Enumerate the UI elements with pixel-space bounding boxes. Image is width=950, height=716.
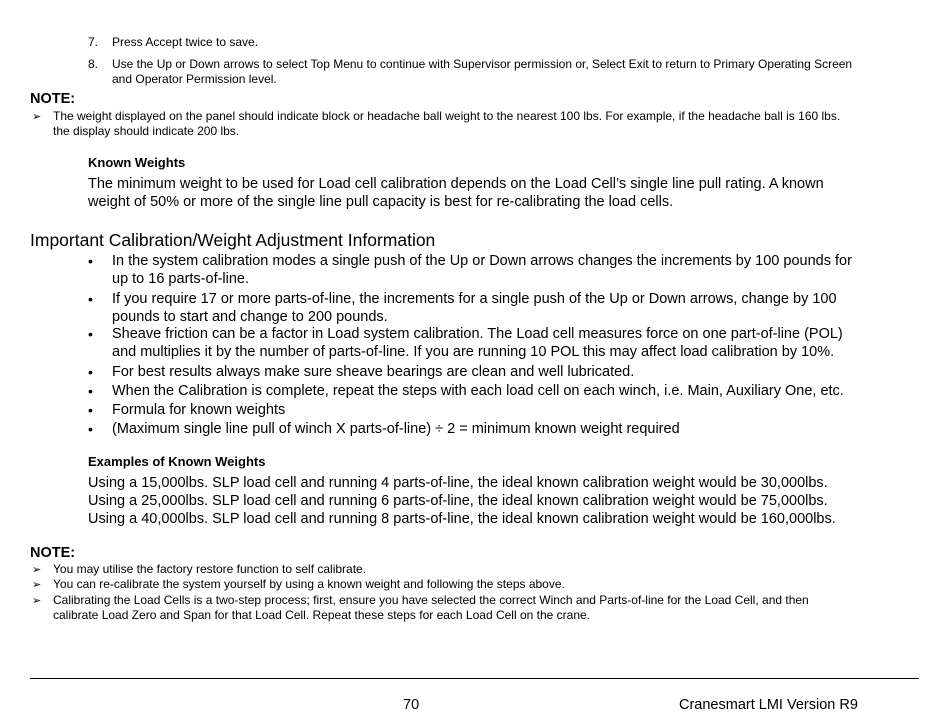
bullet-text-line: up to 16 parts-of-line. (112, 271, 250, 287)
bullet-text: (Maximum single line pull of winch X parts-of-line) ÷ 2 = minimum known weight required (112, 421, 680, 437)
step-text (112, 57, 852, 87)
bullet-text-line: In the system calibration modes a single push of the Up or Down arrows changes the increments by 100 pounds for (112, 253, 852, 269)
paragraph-line: weight of 50% or more of the single line pull capacity is best for re-calibrating the load cells. (88, 194, 674, 210)
bullet-icon: • (88, 421, 93, 437)
bullet-icon: • (88, 383, 93, 399)
note-item-line: Calibrating the Load Cells is a two-step process; first, ensure you have selected the correct Winch and Parts-of-line for the Load Cell, and then (53, 593, 809, 607)
bullet-text-line: and multiplies it by the number of parts-of-line. If you are running 10 POL this may affect load calibration by 10%. (112, 344, 835, 360)
arrow-bullet-icon: ➢ (32, 564, 42, 576)
note-text-line: The weight displayed on the panel should indicate block or headache ball weight to the nearest 100 lbs. For example, if the headache ball is 160 lbs. (53, 109, 841, 123)
bullet-text (112, 252, 852, 288)
note-heading: NOTE: (30, 91, 76, 107)
bullet-text-line: Sheave friction can be a factor in Load system calibration. The Load cell measures force on one part-of-line (POL) (112, 326, 843, 342)
arrow-bullet-icon: ➢ (32, 579, 42, 591)
bullet-text-line: If you require 17 or more parts-of-line, the increments for a single push of the Up or Down arrows, change by 100 (112, 291, 837, 307)
bullet-text (112, 290, 837, 326)
note-text (53, 109, 840, 139)
note-item-line: calibrate Load Zero and Span for that Load Cell. Repeat these steps for each Load Cell on the crane. (53, 608, 591, 622)
arrow-bullet-icon: ➢ (32, 595, 42, 607)
bullet-text: Formula for known weights (112, 402, 286, 418)
example-line: Using a 15,000lbs. SLP load cell and running 4 parts-of-line, the ideal known calibration weight would be 30,000lbs. (88, 475, 828, 491)
step-text-line: Use the Up or Down arrows to select Top Menu to continue with Supervisor permission or, Select Exit to return to Primary Operating Screen (112, 57, 853, 71)
step-text: Press Accept twice to save. (112, 35, 259, 49)
step-number: 7. (88, 35, 99, 49)
bullet-icon: • (88, 291, 93, 307)
bullet-text (112, 325, 843, 361)
note-item (53, 593, 809, 623)
example-line: Using a 40,000lbs. SLP load cell and running 8 parts-of-line, the ideal known calibration weight would be 160,000lbs. (88, 511, 836, 527)
bullet-icon: • (88, 253, 93, 269)
important-heading: Important Calibration/Weight Adjustment Information (30, 230, 436, 250)
footer-rule (30, 678, 919, 679)
step-number: 8. (88, 57, 99, 71)
examples-list (88, 474, 836, 528)
bullet-text-line: pounds to start and change to 200 pounds. (112, 309, 388, 325)
note-item: You may utilise the factory restore function to self calibrate. (53, 562, 367, 576)
paragraph-line: The minimum weight to be used for Load cell calibration depends on the Load Cell’s single line pull rating. A known (88, 176, 824, 192)
bullet-text: When the Calibration is complete, repeat the steps with each load cell on each winch, i.e. Main, Auxiliary One, etc. (112, 383, 844, 399)
bullet-icon: • (88, 364, 93, 380)
bullet-icon: • (88, 326, 93, 342)
example-line: Using a 25,000lbs. SLP load cell and running 6 parts-of-line, the ideal known calibration weight would be 75,000lbs. (88, 493, 828, 509)
note-item: You can re-calibrate the system yourself by using a known weight and following the steps above. (53, 577, 565, 591)
page-number: 70 (403, 697, 420, 713)
document-title: Cranesmart LMI Version R9 (679, 697, 858, 713)
section-heading: Examples of Known Weights (88, 454, 266, 469)
step-text-line: and Operator Permission level. (112, 72, 277, 86)
note-heading: NOTE: (30, 545, 76, 561)
note-text-line: the display should indicate 200 lbs. (53, 124, 240, 138)
arrow-bullet-icon: ➢ (32, 111, 42, 123)
section-paragraph (88, 175, 824, 211)
section-heading: Known Weights (88, 155, 186, 170)
bullet-text: For best results always make sure sheave bearings are clean and well lubricated. (112, 364, 635, 380)
bullet-icon: • (88, 402, 93, 418)
